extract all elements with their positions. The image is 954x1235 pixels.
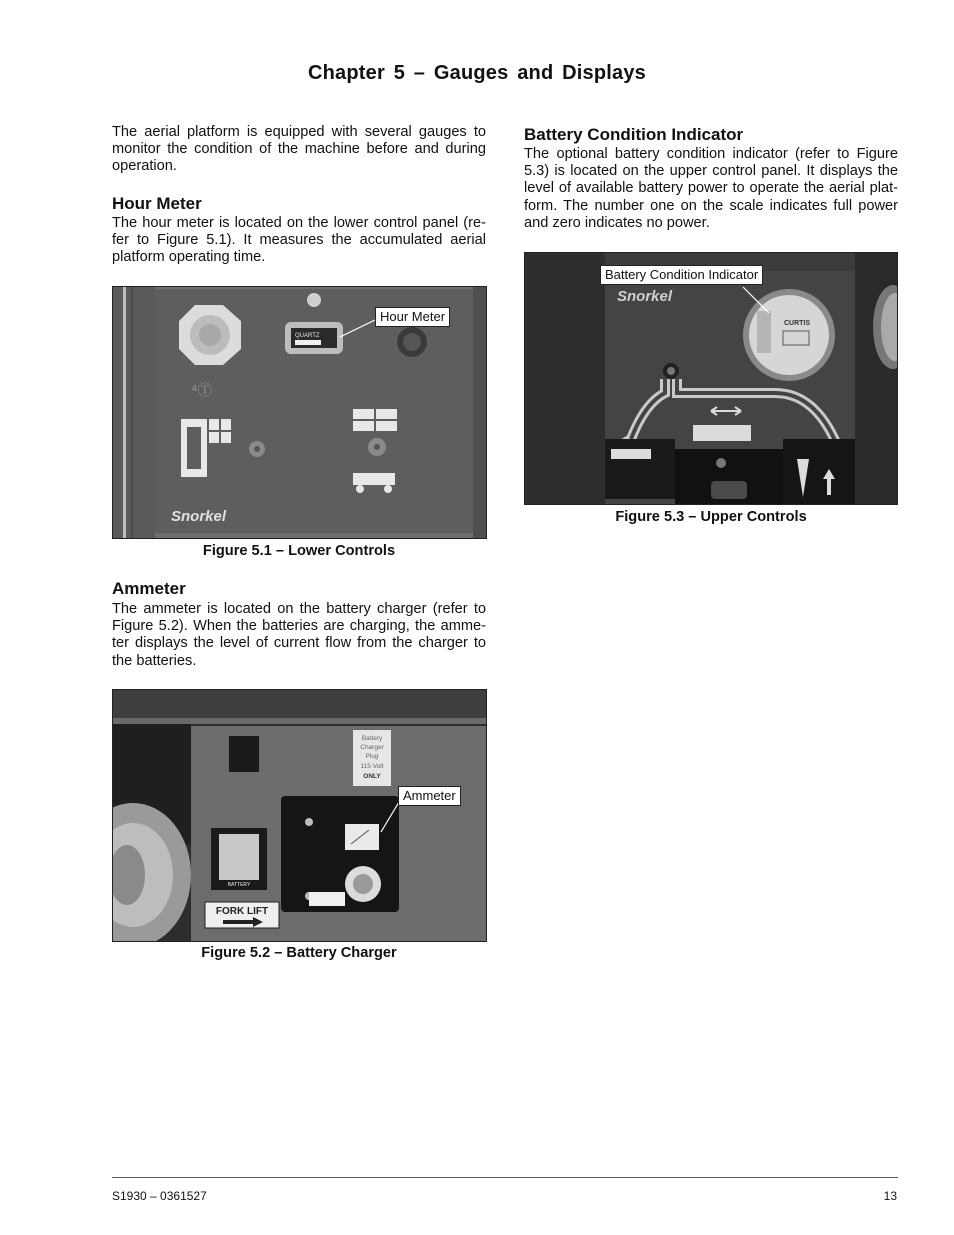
figure-5-1-caption: Figure 5.1 – Lower Controls bbox=[202, 543, 396, 559]
hour-meter-heading: Hour Meter bbox=[112, 194, 202, 213]
battery-gauge-label: CURTIS bbox=[783, 320, 811, 327]
figure-5-3-caption: Figure 5.3 – Upper Controls bbox=[615, 509, 807, 525]
figure-5-2-caption: Figure 5.2 – Battery Charger bbox=[201, 945, 397, 961]
hour-meter-callout: Hour Meter bbox=[375, 307, 450, 327]
hour-meter-paragraph: The hour meter is located on the lower control panel (re-fer to Figure 5.1). It measures the accumulated aerial platform operating time. bbox=[112, 215, 486, 266]
decal-line-1: Battery bbox=[361, 735, 383, 742]
upper-controls-photo bbox=[525, 253, 897, 504]
decal-line-2: Charger bbox=[360, 744, 384, 751]
brand-logo-text: Snorkel bbox=[171, 508, 227, 525]
figure-lower-controls bbox=[112, 286, 487, 539]
ammeter-paragraph: The ammeter is located on the battery charger (refer to Figure 5.2). When the batteries are charging, the amme-ter displays the level of current flow from the charger to the batteries. bbox=[112, 601, 486, 669]
intro-paragraph: The aerial platform is equipped with several gauges to monitor the condition of the machine before and during operation. bbox=[112, 124, 486, 175]
figure-upper-controls bbox=[524, 252, 898, 505]
decal-line-4: 115 Volt bbox=[360, 763, 384, 770]
battery-indicator-paragraph: The optional battery condition indicator (refer to Figure 5.3) is located on the upper control panel. It displays the level of available battery power to operate the aerial plat-form. The number one on the scale indicates full power and zero indicates no power. bbox=[524, 146, 898, 231]
ammeter-heading: Ammeter bbox=[112, 579, 186, 598]
footer-document-number: S1930 – 0361527 bbox=[112, 1189, 207, 1203]
decal-line-3: Plug bbox=[365, 753, 379, 760]
page-title: Chapter 5 – Gauges and Displays bbox=[308, 62, 646, 84]
forklift-decal-text: FORK LIFT bbox=[215, 906, 269, 917]
battery-switch-label: BATTERY bbox=[227, 882, 251, 888]
figure-battery-charger bbox=[112, 689, 487, 942]
svg-text:⁴Ⓣ: ⁴Ⓣ bbox=[191, 382, 213, 399]
battery-indicator-heading: Battery Condition Indicator bbox=[524, 125, 744, 144]
hour-meter-label: QUARTZ bbox=[295, 333, 320, 339]
upper-brand-logo-text: Snorkel bbox=[617, 288, 673, 305]
footer-rule bbox=[112, 1177, 898, 1178]
battery-charger-photo bbox=[113, 690, 486, 941]
decal-line-5: ONLY bbox=[363, 773, 381, 780]
footer-page-number: 13 bbox=[883, 1189, 897, 1203]
battery-indicator-callout: Battery Condition Indicator bbox=[600, 265, 763, 285]
ammeter-callout: Ammeter bbox=[398, 786, 461, 806]
